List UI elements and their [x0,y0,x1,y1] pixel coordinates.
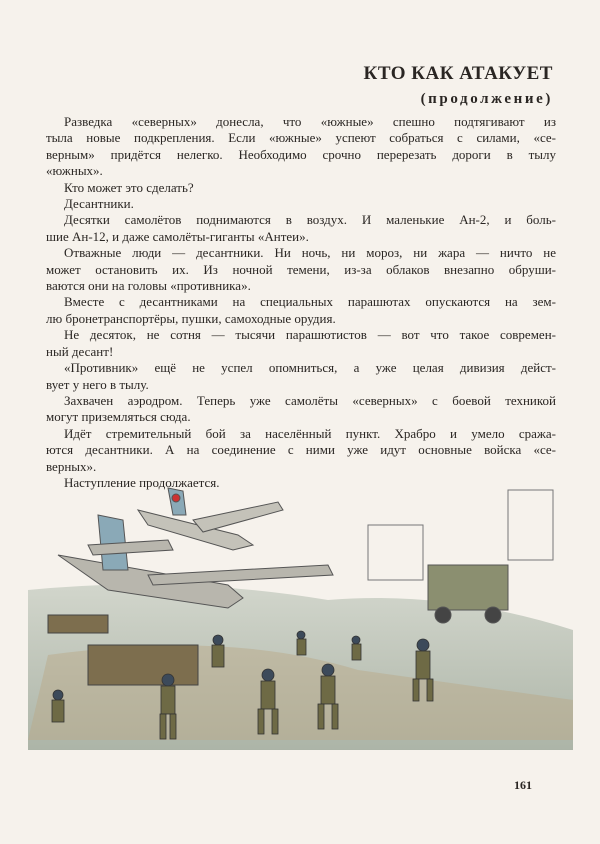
text-line: Не десяток, не сотня — тысячи парашютистов — вот что такое современ- [64,327,556,343]
paragraph [46,114,556,180]
text-line: тыла новые подкрепления. Если «южные» успеют собраться с силами, «се- [46,130,556,146]
chapter-title: КТО КАК АТАКУЕТ [363,63,553,84]
text-line: может остановить их. Из ночной темени, из-за облаков внезапно обруши- [46,261,556,277]
text-line: Вместе с десантниками на специальных парашютах опускаются на зем- [64,294,556,310]
text-line: «южных». [46,163,103,179]
text-line: ваются они на головы «противника». [46,278,251,294]
chapter-subtitle: (продолжение) [420,91,553,107]
text-line: Разведка «северных» донесла, что «южные» спешно подтягивают из [64,114,556,129]
text-line: Десантники. [64,196,134,212]
paragraph [46,360,556,393]
illustration-paratroopers-airfield [28,480,573,750]
text-line: Захвачен аэродром. Теперь уже самолёты «северных» с боевой техникой [64,392,556,408]
text-line: вует у него в тылу. [46,376,149,392]
paragraph [46,245,556,294]
text-line: Десятки самолётов поднимаются в воздух. И маленькие Ан-2, и боль- [64,212,556,228]
paragraph [46,180,556,196]
text-line: ются десантники. А на соединение с ними уже идут основные войска «се- [46,442,556,458]
paragraph [46,196,556,212]
text-line: Кто может это сделать? [64,179,194,195]
paragraph [46,426,556,475]
text-line: верным» придётся нелегко. Необходимо срочно перерезать дороги в тылу [46,146,556,162]
body-text [46,114,556,491]
paragraph [46,393,556,426]
paragraph [46,475,556,491]
text-line: могут приземляться сюда. [46,409,191,425]
text-line: Наступление продолжается. [64,474,220,490]
paragraph [46,294,556,327]
text-line: Идёт стремительный бой за населённый пункт. Храбро и умело сража- [64,425,556,441]
text-line: лю бронетранспортёры, пушки, самоходные орудия. [46,310,336,326]
text-line: ный десант! [46,343,114,359]
page-number: 161 [514,778,532,792]
text-line: «Противник» ещё не успел опомниться, а уже целая дивизия дейст- [64,360,556,376]
text-line: Отважные люди — десантники. Ни ночь, ни мороз, ни жара — ничто не [64,245,556,261]
paragraph [46,212,556,245]
text-line: верных». [46,458,97,474]
paragraph [46,327,556,360]
text-line: шие Ан-12, и даже самолёты-гиганты «Антеи». [46,228,309,244]
